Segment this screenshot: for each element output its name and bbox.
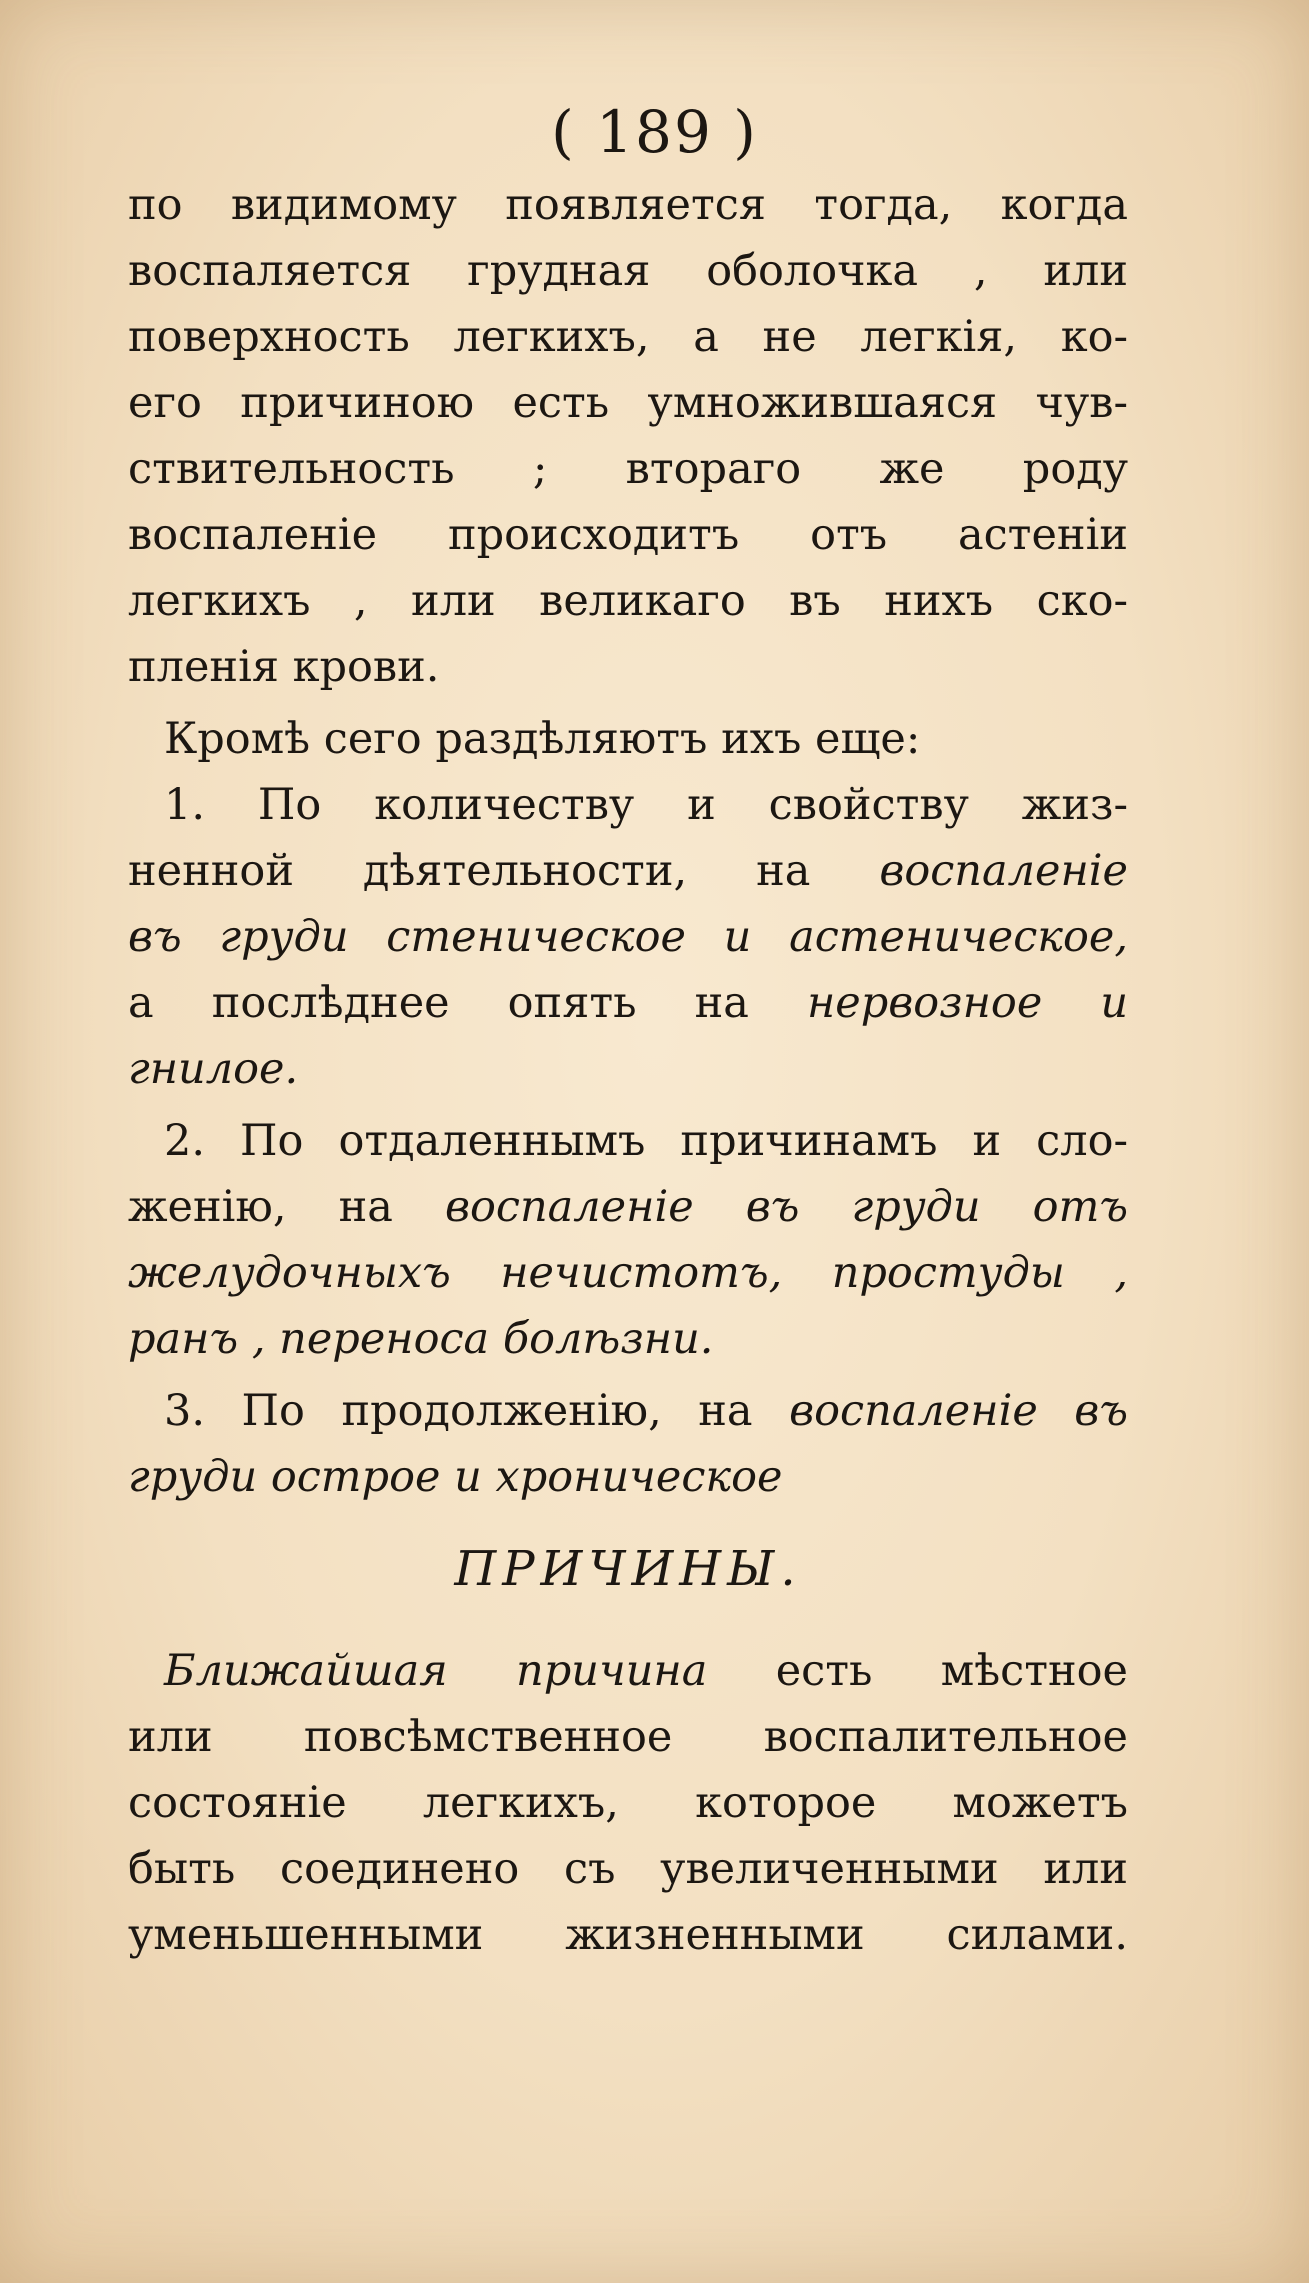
text-line: состояніе легкихъ, которое можетъ (128, 1778, 1128, 1828)
text-line: быть соединено съ увеличенными или (128, 1844, 1128, 1894)
text-line (128, 1174, 1128, 1240)
body-text (128, 172, 1128, 1968)
text-line: ствительность ; втораго же роду (128, 444, 1128, 494)
text-line: по видимому появляется тогда, когда (128, 180, 1128, 230)
text-line: воспаляется грудная оболочка , или (128, 246, 1128, 296)
text-line (128, 772, 1128, 838)
text-fragment: ненной дѣятельности, на (128, 846, 880, 896)
text-fragment: 3. По продолженію, на (164, 1386, 790, 1436)
italic-line: ранъ , переноса болѣзни. (128, 1314, 714, 1364)
text-line (128, 838, 1128, 904)
text-line: воспаленіе происходитъ отъ астеніи (128, 510, 1128, 560)
italic-line: желудочныхъ нечистотъ, простуды , (128, 1248, 1128, 1298)
text-line: легкихъ , или великаго въ нихъ ско- (128, 576, 1128, 626)
section-heading: ПРИЧИНЫ. (454, 1541, 802, 1597)
italic-line: въ груди стеническое и астеническое, (128, 912, 1128, 962)
italic-line: груди острое и хроническое (128, 1452, 783, 1502)
text-fragment: а послѣднее опять на (128, 978, 807, 1028)
text-line (128, 1638, 1128, 1704)
text-fragment: 1. По количеству и свойству жиз- (164, 780, 1128, 830)
italic-term: воспаленіе въ (789, 1386, 1128, 1436)
text-line: его причиною есть умножившаяся чув- (128, 378, 1128, 428)
text-line: уменьшенными жизненными силами. (128, 1910, 1128, 1960)
italic-term: нервозное и (806, 978, 1129, 1028)
text-line: или повсѣмственное воспалительное (128, 1712, 1128, 1762)
text-line: поверхность легкихъ, а не легкія, ко- (128, 312, 1128, 362)
text-line: 2. По отдаленнымъ причинамъ и сло- (164, 1116, 1128, 1166)
page-number: ( 189 ) (551, 98, 758, 166)
text-line: Кромѣ сего раздѣляютъ ихъ еще: (164, 714, 921, 764)
italic-line: гнилое. (128, 1044, 299, 1094)
italic-term: Ближайшая причина (164, 1646, 708, 1696)
text-line (128, 970, 1128, 1036)
italic-term: воспаленіе (879, 846, 1128, 896)
text-fragment: женію, на (128, 1182, 445, 1232)
text-fragment: есть мѣстное (707, 1646, 1128, 1696)
text-line: пленія крови. (128, 642, 440, 692)
text-line (128, 1378, 1128, 1444)
italic-term: воспаленіе въ груди отъ (444, 1182, 1129, 1232)
